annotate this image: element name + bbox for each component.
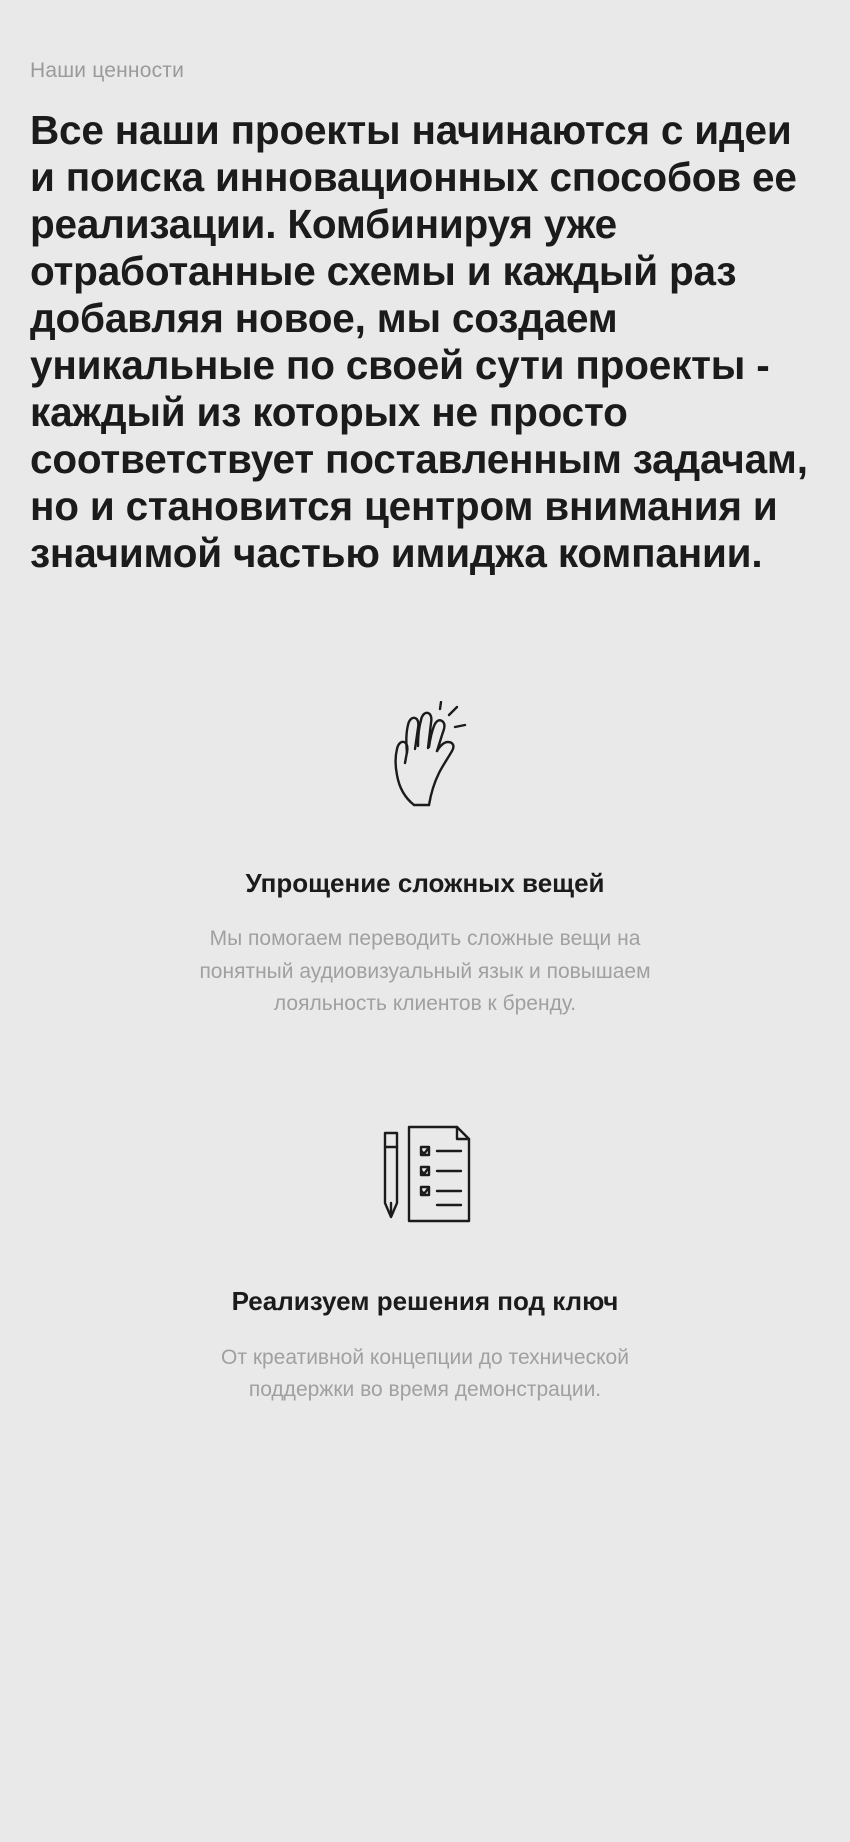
value-card-text: От креативной концепции до технической поддержки во время демонстрации. bbox=[221, 1345, 629, 1402]
values-card-list bbox=[30, 577, 820, 1501]
value-card-title: Упрощение сложных вещей bbox=[245, 867, 605, 898]
page-title: Все наши проекты начинаются с идеи и поиска инновационных способов ее реализации. Комбинируя уже отработанные схемы и каждый раз добавляя новое, мы создаем уникальные по своей сути проекты - каждый из которых не просто соответствует поставленным задачам, но и становится центром внимания и значимой частью имиджа компании. bbox=[30, 107, 808, 576]
value-card-title: Реализуем решения под ключ bbox=[231, 1286, 619, 1317]
section-eyebrow: Наши ценности bbox=[30, 59, 185, 82]
value-card bbox=[30, 697, 820, 1115]
value-card-text: Мы помогаем переводить сложные вещи на понятный аудиовизуальный язык и повышаем лояльность клиентов к бренду. bbox=[199, 927, 651, 1016]
value-card bbox=[30, 1115, 820, 1501]
hand-snap-icon bbox=[30, 697, 820, 815]
checklist-pen-icon bbox=[30, 1115, 820, 1233]
